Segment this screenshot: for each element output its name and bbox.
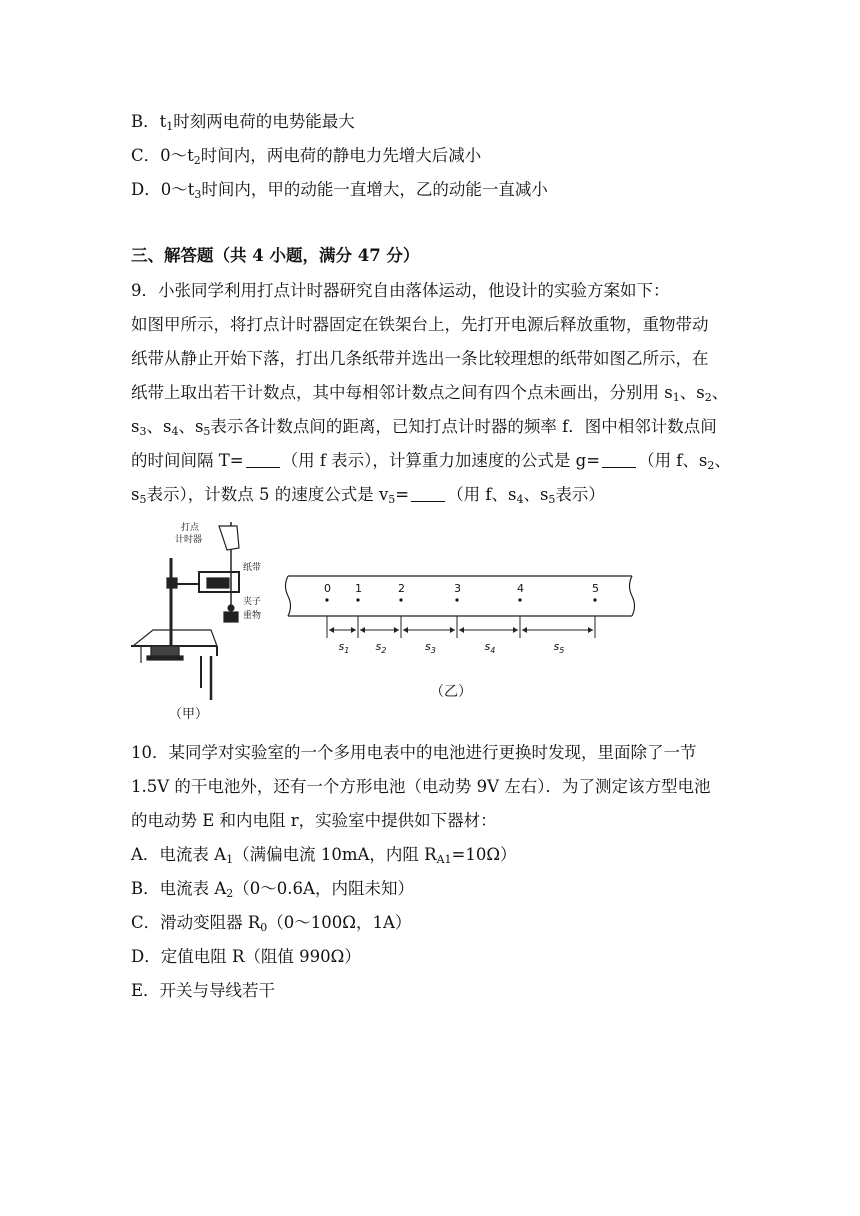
section-title: 三、解答题（共 4 小题，满分 47 分）: [131, 246, 420, 265]
option-c: C．$0\sim t_2$时间内，两电荷的静电力先增大后减小: [131, 146, 482, 167]
q10-line-2: 1.5V 的干电池外，还有一个方形电池（电动势 9V 左右）．为了测定该方型电池: [131, 777, 711, 796]
figure-apparatus: [131, 518, 271, 724]
q10-line-1: 10．某同学对实验室的一个多用电表中的电池进行更换时发现，里面除了一节: [131, 743, 697, 762]
caption-jia: （甲）: [169, 707, 209, 722]
segment-label-s4: $s_4$: [484, 640, 496, 655]
q10-option-e: E．开关与导线若干: [131, 981, 276, 1000]
point-label-4: 4: [517, 582, 524, 595]
point-dot-0: [325, 598, 328, 601]
point-label-5: 5: [592, 582, 599, 595]
q10-option-d: D．定值电阻 R（阻值 990Ω）: [131, 947, 361, 966]
label-tape: 纸带: [243, 563, 262, 573]
segment-arrowhead-s4: [513, 627, 518, 633]
q10-option-b: B．电流表 $A_2(0\sim 0.6A$，内阻未知）: [131, 879, 414, 900]
segment-arrowhead-s1: [351, 627, 356, 633]
segment-arrowhead-s2: [360, 627, 365, 633]
segment-label-s1: $s_1$: [338, 640, 350, 655]
figure-tape: [282, 556, 638, 706]
q9-line-5: $s_3$、$s_4$、$s_5$表示各计数点间的距离，已知打点计时器的频率 f．图中相邻计数点间: [131, 417, 717, 438]
point-dot-5: [593, 598, 596, 601]
segment-label-s3: $s_3$: [425, 640, 436, 655]
point-label-3: 3: [454, 582, 461, 595]
point-label-2: 2: [398, 582, 405, 595]
tape-left-break: [286, 576, 291, 616]
option-b: B．$t_1$时刻两电荷的电势能最大: [131, 112, 355, 133]
q9-line-7: $s_5$表示），计数点 5 的速度公式是 $v_5=$ （用 f、$s_4$、$s_5$表示）: [131, 485, 605, 506]
point-dot-2: [399, 598, 402, 601]
tape-right-break: [630, 576, 635, 616]
point-dot-4: [518, 598, 521, 601]
caption-yi: （乙）: [430, 684, 472, 700]
segment-arrowhead-s3: [450, 627, 455, 633]
label-weight: 重物: [243, 611, 262, 621]
segment-arrowhead-s4: [459, 627, 464, 633]
point-label-0: 0: [324, 582, 331, 595]
q10-option-c: C．滑动变阻器 $R_0(0\sim 100\Omega$，1A）: [131, 913, 412, 934]
q9-line-2: 如图甲所示，将打点计时器固定在铁架台上，先打开电源后释放重物，重物带动: [131, 315, 709, 334]
q9-line-3: 纸带从静止开始下落，打出几条纸带并选出一条比较理想的纸带如图乙所示，在: [131, 349, 709, 368]
label-clip: 夹子: [243, 597, 262, 607]
q9-line-1: 9．小张同学利用打点计时器研究自由落体运动，他设计的实验方案如下：: [131, 281, 670, 300]
segment-arrowhead-s3: [403, 627, 408, 633]
point-dot-3: [455, 598, 458, 601]
point-dot-1: [356, 598, 359, 601]
label-timer-1: 打点: [181, 523, 200, 533]
answer-blank-T[interactable]: [246, 452, 280, 468]
segment-arrowhead-s2: [394, 627, 399, 633]
q10-line-3: 的电动势 E 和内电阻 r，实验室中提供如下器材：: [131, 811, 497, 830]
q9-line-6: 的时间间隔 T= （用 f 表示），计算重力加速度的公式是 g= （用 f、$s_2$、: [131, 451, 731, 472]
segment-label-s2: $s_2$: [375, 640, 387, 655]
segment-arrowhead-s5: [588, 627, 593, 633]
answer-blank-g[interactable]: [602, 452, 636, 468]
label-timer-2: 计时器: [175, 535, 203, 545]
point-label-1: 1: [355, 582, 362, 595]
q10-option-a: A．电流表 $A_1$（满偏电流 10mA，内阻 $R_{A1}=10\Omega$）: [131, 845, 517, 866]
q9-line-4: 纸带上取出若干计数点，其中每相邻计数点之间有四个点未画出，分别用 $s_1$、$s_2$、: [131, 383, 729, 404]
segment-arrowhead-s5: [522, 627, 527, 633]
answer-blank-v5[interactable]: [411, 486, 445, 502]
segment-arrowhead-s1: [329, 627, 334, 633]
segment-label-s5: $s_5$: [553, 640, 565, 655]
option-d: D．$0\sim t_3$时间内，甲的动能一直增大，乙的动能一直减小: [131, 180, 548, 201]
